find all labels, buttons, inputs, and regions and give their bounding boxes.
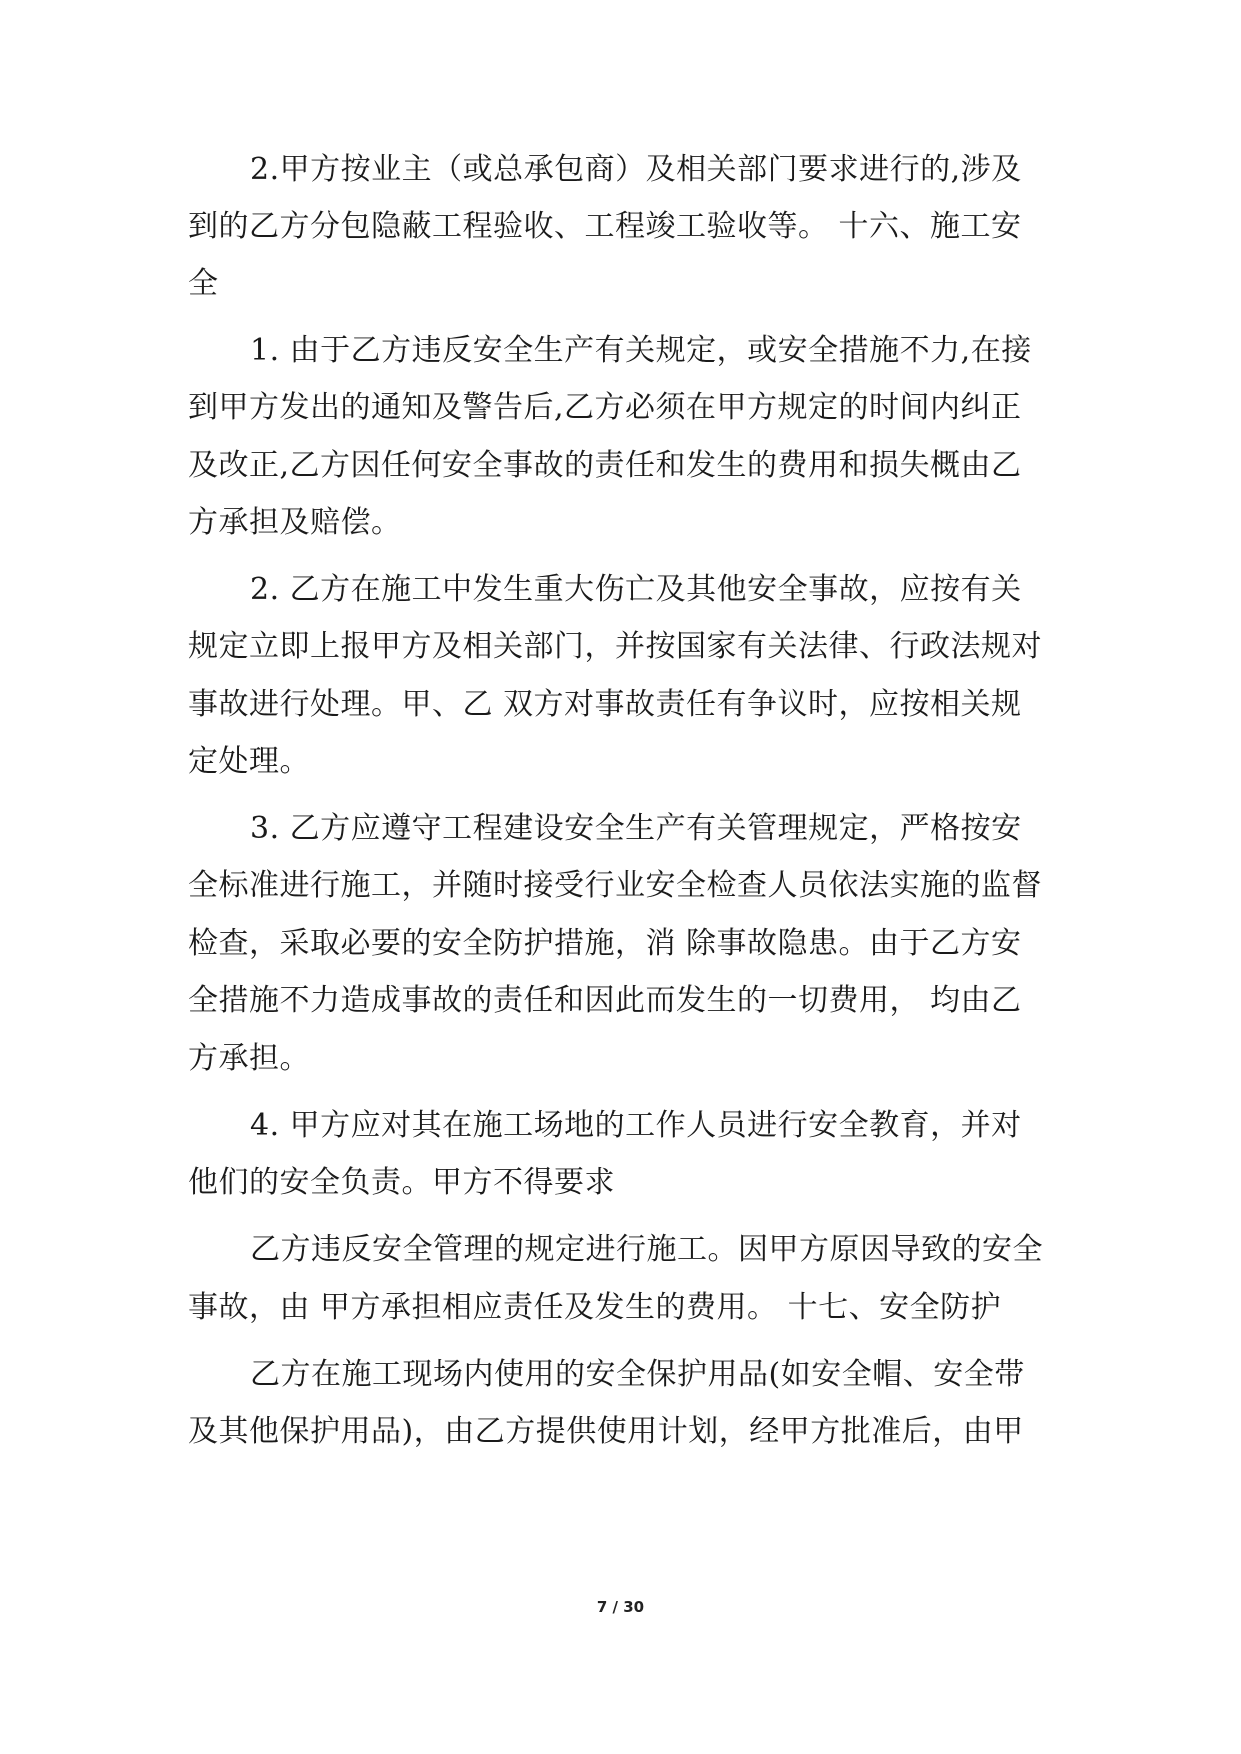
text-line: 检查，采取必要的安全防护措施，消 除事故隐患。由于乙方安 bbox=[188, 926, 1022, 961]
text-line: 方承担。 bbox=[188, 1041, 310, 1076]
text-line: 定处理。 bbox=[188, 744, 310, 779]
text-line: 事故，由 甲方承担相应责任及发生的费用。 十七、安全防护 bbox=[188, 1290, 1002, 1325]
text-line: 方承担及赔偿。 bbox=[188, 505, 402, 540]
text-line: 3. 乙方应遵守工程建设安全生产有关管理规定，严格按安 bbox=[250, 811, 1022, 846]
text-line: 1. 由于乙方违反安全生产有关规定，或安全措施不力,在接 bbox=[250, 333, 1032, 368]
page-number: 7 / 30 bbox=[596, 1598, 645, 1616]
text-line: 他们的安全负责。甲方不得要求 bbox=[188, 1165, 615, 1200]
text-line: 及其他保护用品)，由乙方提供使用计划，经甲方批准后，由甲 bbox=[188, 1414, 1024, 1449]
text-line: 2. 乙方在施工中发生重大伤亡及其他安全事故，应按有关 bbox=[250, 572, 1022, 607]
text-line: 规定立即上报甲方及相关部门，并按国家有关法律、行政法规对 bbox=[188, 629, 1042, 664]
text-line: 到甲方发出的通知及警告后,乙方必须在甲方规定的时间内纠正 bbox=[188, 390, 1022, 425]
text-line: 4. 甲方应对其在施工场地的工作人员进行安全教育，并对 bbox=[250, 1108, 1022, 1143]
text-line: 及改正,乙方因任何安全事故的责任和发生的费用和损失概由乙 bbox=[188, 448, 1022, 483]
text-line: 全措施不力造成事故的责任和因此而发生的一切费用， 均由乙 bbox=[188, 983, 1022, 1018]
text-line: 全标准进行施工，并随时接受行业安全检查人员依法实施的监督 bbox=[188, 868, 1042, 903]
text-line: 全 bbox=[188, 266, 219, 301]
text-line: 到的乙方分包隐蔽工程验收、工程竣工验收等。 十六、施工安 bbox=[188, 209, 1022, 244]
text-line: 乙方违反安全管理的规定进行施工。因甲方原因导致的安全 bbox=[250, 1232, 1043, 1267]
text-line: 事故进行处理。甲、乙 双方对事故责任有争议时，应按相关规 bbox=[188, 687, 1022, 722]
text-line: 乙方在施工现场内使用的安全保护用品(如安全帽、安全带 bbox=[250, 1357, 1025, 1392]
text-line: 2.甲方按业主（或总承包商）及相关部门要求进行的,涉及 bbox=[250, 152, 1022, 187]
